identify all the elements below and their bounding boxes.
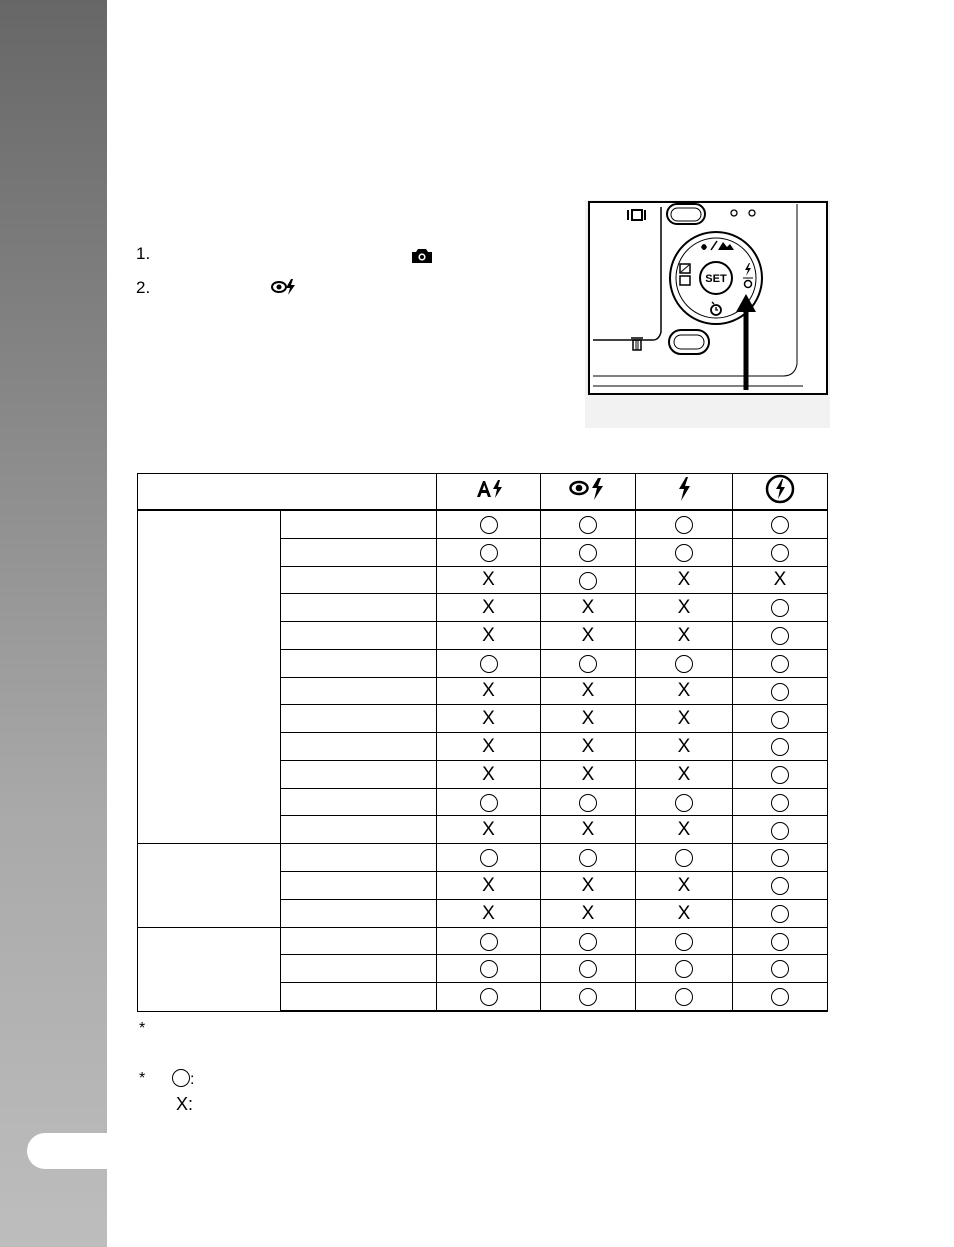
unavailable-mark: X: [482, 902, 495, 924]
unavailable-mark: X: [677, 569, 691, 591]
mode-cell: [541, 566, 636, 594]
available-mark-icon: [480, 516, 498, 534]
mode-cell: [541, 649, 636, 677]
available-mark-icon: [675, 933, 693, 951]
mode-cell: [733, 566, 828, 594]
unavailable-mark: X: [677, 597, 691, 619]
mode-cell: [636, 927, 733, 955]
available-mark-icon: [771, 905, 789, 923]
page-number-tab: [27, 1133, 109, 1169]
unavailable-mark: X: [482, 736, 495, 758]
unavailable-mark: X: [581, 680, 595, 702]
mode-cell: [733, 983, 828, 1011]
available-mark-icon: [771, 988, 789, 1006]
available-mark-icon: [771, 655, 789, 673]
mode-cell: [437, 705, 541, 733]
mode-cell: [437, 871, 541, 899]
group-label-cell: [138, 844, 281, 927]
available-mark-icon: [480, 933, 498, 951]
header-red-eye: [541, 474, 636, 511]
unavailable-mark: X: [581, 708, 595, 730]
mode-cell: [733, 899, 828, 927]
available-mark-icon: [675, 516, 693, 534]
mode-cell: [636, 649, 733, 677]
auto-flash-icon: [476, 479, 502, 504]
legend-o: [172, 1069, 194, 1089]
row-label-cell: [281, 510, 437, 538]
group-label-cell: [138, 510, 281, 844]
available-mark-icon: [675, 655, 693, 673]
available-mark-icon: [579, 544, 597, 562]
header-forced-flash: [636, 474, 733, 511]
mode-cell: [636, 871, 733, 899]
unavailable-mark: X: [482, 874, 495, 896]
mode-cell: [541, 760, 636, 788]
unavailable-mark: X: [482, 680, 495, 702]
row-label-cell: [281, 871, 437, 899]
mode-cell: [636, 538, 733, 566]
mode-cell: [636, 899, 733, 927]
mode-cell: [733, 871, 828, 899]
row-label-cell: [281, 788, 437, 816]
available-mark-icon: [579, 572, 597, 590]
unavailable-mark: X: [677, 680, 691, 702]
mode-cell: [541, 594, 636, 622]
table-row: [138, 510, 828, 538]
legend-o-colon: :: [190, 1071, 195, 1088]
red-eye-flash-icon: [271, 278, 299, 301]
available-mark-icon: [579, 849, 597, 867]
unavailable-mark: X: [677, 736, 691, 758]
mode-cell: [541, 705, 636, 733]
available-mark-icon: [480, 849, 498, 867]
available-mark-icon: [771, 711, 789, 729]
available-mark-icon: [480, 794, 498, 812]
mode-cell: [541, 983, 636, 1011]
available-mark-icon: [771, 516, 789, 534]
row-label-cell: [281, 983, 437, 1011]
available-mark-icon: [771, 738, 789, 756]
mode-cell: [541, 955, 636, 983]
unavailable-mark: X: [482, 708, 495, 730]
available-mark-icon: [771, 794, 789, 812]
mode-cell: [733, 844, 828, 872]
mode-cell: [541, 927, 636, 955]
available-mark-icon: [771, 877, 789, 895]
available-mark-icon: [771, 766, 789, 784]
unavailable-mark: X: [581, 819, 595, 841]
mode-cell: [437, 622, 541, 650]
unavailable-mark: X: [482, 597, 495, 619]
mode-cell: [541, 677, 636, 705]
header-flash-off: [733, 474, 828, 511]
mode-cell: [636, 844, 733, 872]
available-mark-icon: [771, 933, 789, 951]
circle-mark-icon: [172, 1069, 190, 1087]
footnote-1: *: [139, 1020, 146, 1037]
mode-cell: [733, 927, 828, 955]
unavailable-mark: X: [677, 819, 691, 841]
mode-cell: [541, 622, 636, 650]
mode-cell: [541, 844, 636, 872]
mode-cell: [636, 677, 733, 705]
row-label-cell: [281, 649, 437, 677]
available-mark-icon: [579, 933, 597, 951]
available-mark-icon: [675, 960, 693, 978]
mode-cell: [437, 760, 541, 788]
mode-cell: [541, 899, 636, 927]
unavailable-mark: X: [581, 736, 595, 758]
mode-cell: [437, 733, 541, 761]
mode-cell: [636, 788, 733, 816]
mode-cell: [541, 871, 636, 899]
row-label-cell: [281, 566, 437, 594]
forced-flash-icon: [676, 476, 692, 507]
row-label-cell: [281, 594, 437, 622]
header-blank-cell: [138, 474, 437, 511]
unavailable-mark: X: [677, 763, 691, 785]
mode-cell: [437, 983, 541, 1011]
mode-cell: [733, 955, 828, 983]
mode-cell: [636, 955, 733, 983]
mode-cell: [437, 510, 541, 538]
mode-cell: [437, 788, 541, 816]
mode-cell: [733, 733, 828, 761]
mode-cell: [733, 816, 828, 844]
unavailable-mark: X: [482, 763, 495, 785]
set-button-label: SET: [705, 273, 727, 285]
unavailable-mark: X: [581, 597, 595, 619]
mode-cell: [636, 594, 733, 622]
row-label-cell: [281, 733, 437, 761]
unavailable-mark: X: [581, 902, 595, 924]
row-label-cell: [281, 899, 437, 927]
row-label-cell: [281, 538, 437, 566]
row-label-cell: [281, 705, 437, 733]
row-label-cell: [281, 955, 437, 983]
mode-cell: [636, 622, 733, 650]
available-mark-icon: [771, 822, 789, 840]
unavailable-mark: X: [482, 624, 495, 646]
available-mark-icon: [480, 544, 498, 562]
flash-mode-table: [137, 473, 828, 1012]
available-mark-icon: [771, 599, 789, 617]
mode-cell: [733, 622, 828, 650]
available-mark-icon: [771, 627, 789, 645]
unavailable-mark: X: [482, 819, 495, 841]
available-mark-icon: [480, 655, 498, 673]
available-mark-icon: [579, 960, 597, 978]
available-mark-icon: [771, 849, 789, 867]
row-label-cell: [281, 844, 437, 872]
available-mark-icon: [675, 544, 693, 562]
unavailable-mark: X: [677, 708, 691, 730]
available-mark-icon: [771, 683, 789, 701]
mode-cell: [733, 510, 828, 538]
available-mark-icon: [771, 544, 789, 562]
mode-cell: [733, 649, 828, 677]
mode-cell: [437, 927, 541, 955]
mode-cell: [733, 677, 828, 705]
available-mark-icon: [675, 849, 693, 867]
camera-back-photo: [585, 200, 830, 428]
mode-cell: [437, 677, 541, 705]
unavailable-mark: X: [581, 624, 595, 646]
mode-cell: [437, 816, 541, 844]
unavailable-mark: X: [773, 569, 787, 591]
mode-cell: [437, 899, 541, 927]
mode-cell: [636, 566, 733, 594]
table-row: [138, 927, 828, 955]
row-label-cell: [281, 622, 437, 650]
mode-cell: [437, 649, 541, 677]
available-mark-icon: [579, 794, 597, 812]
mode-cell: [733, 705, 828, 733]
mode-cell: [733, 760, 828, 788]
unavailable-mark: X: [677, 874, 691, 896]
header-auto-flash: [437, 474, 541, 511]
side-gradient-bar: [0, 0, 107, 1247]
unavailable-mark: X: [482, 569, 495, 591]
row-label-cell: [281, 677, 437, 705]
row-label-cell: [281, 816, 437, 844]
mode-cell: [541, 788, 636, 816]
mode-cell: [541, 733, 636, 761]
mode-cell: [541, 816, 636, 844]
mode-cell: [733, 538, 828, 566]
mode-cell: [437, 844, 541, 872]
mode-cell: [541, 510, 636, 538]
step-number: 2.: [136, 278, 151, 297]
mode-cell: [636, 760, 733, 788]
unavailable-mark: X: [677, 624, 691, 646]
mode-cell: [636, 983, 733, 1011]
mode-cell: [437, 594, 541, 622]
step-number: 1.: [136, 244, 151, 263]
available-mark-icon: [771, 960, 789, 978]
row-label-cell: [281, 760, 437, 788]
available-mark-icon: [579, 516, 597, 534]
mode-cell: [636, 510, 733, 538]
unavailable-mark: X: [677, 902, 691, 924]
mode-cell: [733, 594, 828, 622]
unavailable-mark: X: [581, 874, 595, 896]
mode-cell: [636, 733, 733, 761]
flash-off-icon: [765, 474, 795, 509]
table-header-row: [138, 474, 828, 511]
red-eye-reduction-icon: [569, 477, 607, 506]
mode-cell: [541, 538, 636, 566]
mode-cell: [437, 566, 541, 594]
mode-cell: [636, 705, 733, 733]
group-label-cell: [138, 927, 281, 1011]
unavailable-mark: X: [581, 763, 595, 785]
mode-cell: [437, 955, 541, 983]
available-mark-icon: [579, 655, 597, 673]
available-mark-icon: [579, 988, 597, 1006]
footnote-2: *: [139, 1070, 146, 1087]
table-row: [138, 844, 828, 872]
mode-cell: [636, 816, 733, 844]
available-mark-icon: [675, 794, 693, 812]
legend-x: X:: [176, 1094, 194, 1114]
available-mark-icon: [480, 988, 498, 1006]
available-mark-icon: [480, 960, 498, 978]
available-mark-icon: [675, 988, 693, 1006]
camera-mode-icon: [411, 248, 433, 269]
mode-cell: [437, 538, 541, 566]
mode-cell: [733, 788, 828, 816]
row-label-cell: [281, 927, 437, 955]
